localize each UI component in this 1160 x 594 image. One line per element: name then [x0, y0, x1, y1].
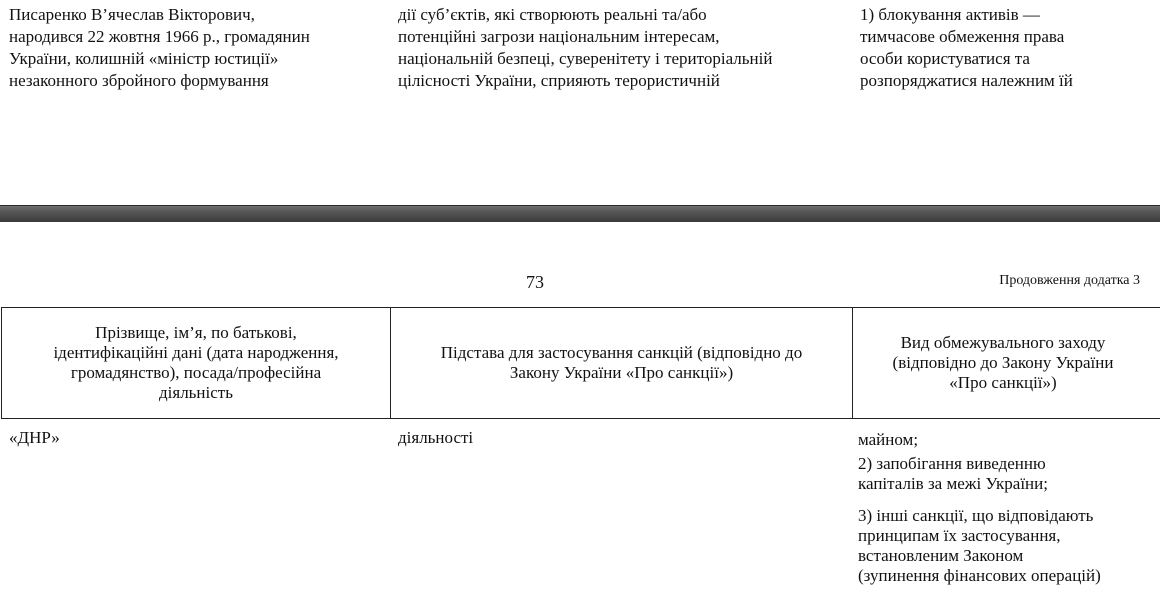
table-header-row	[1, 307, 1160, 419]
previous-page-person-cell: Писаренко В’ячеслав Вікторович, народився 22 жовтня 1966 р., громадянин України, колишній «міністр юстиції» незаконного збройного формування	[9, 5, 310, 90]
row-measure-item: майном;	[858, 430, 919, 449]
header-person-column: Прізвище, ім’я, по батькові, ідентифікаційні дані (дата народження, громадянство), посада/професійна діяльність	[2, 308, 391, 418]
continuation-label: Продовження додатка 3	[999, 273, 1140, 288]
header-basis-column: Підстава для застосування санкцій (відповідно до Закону України «Про санкції»)	[391, 308, 853, 418]
page-separator	[0, 205, 1160, 222]
row-measure-item: 3) інші санкції, що відповідають принципам їх застосування, встановленим Законом (зупинення фінансових операцій)	[858, 506, 1101, 585]
row-person-cell: «ДНР»	[9, 428, 60, 447]
row-basis-cell: діяльності	[398, 428, 474, 447]
page-number: 73	[526, 272, 544, 292]
previous-page-basis-cell: дії суб’єктів, які створюють реальні та/або потенційні загрози національним інтересам, національній безпеці, суверенітету і територіальній цілісності України, сприяють терористичній	[398, 5, 773, 90]
previous-page-measure-cell: 1) блокування активів — тимчасове обмеження права особи користуватися та розпоряджатися належним їй	[860, 5, 1073, 90]
row-measure-item: 2) запобігання виведенню капіталів за межі України;	[858, 454, 1048, 493]
header-measure-column: Вид обмежувального заходу (відповідно до Закону України «Про санкції»)	[892, 333, 1114, 392]
